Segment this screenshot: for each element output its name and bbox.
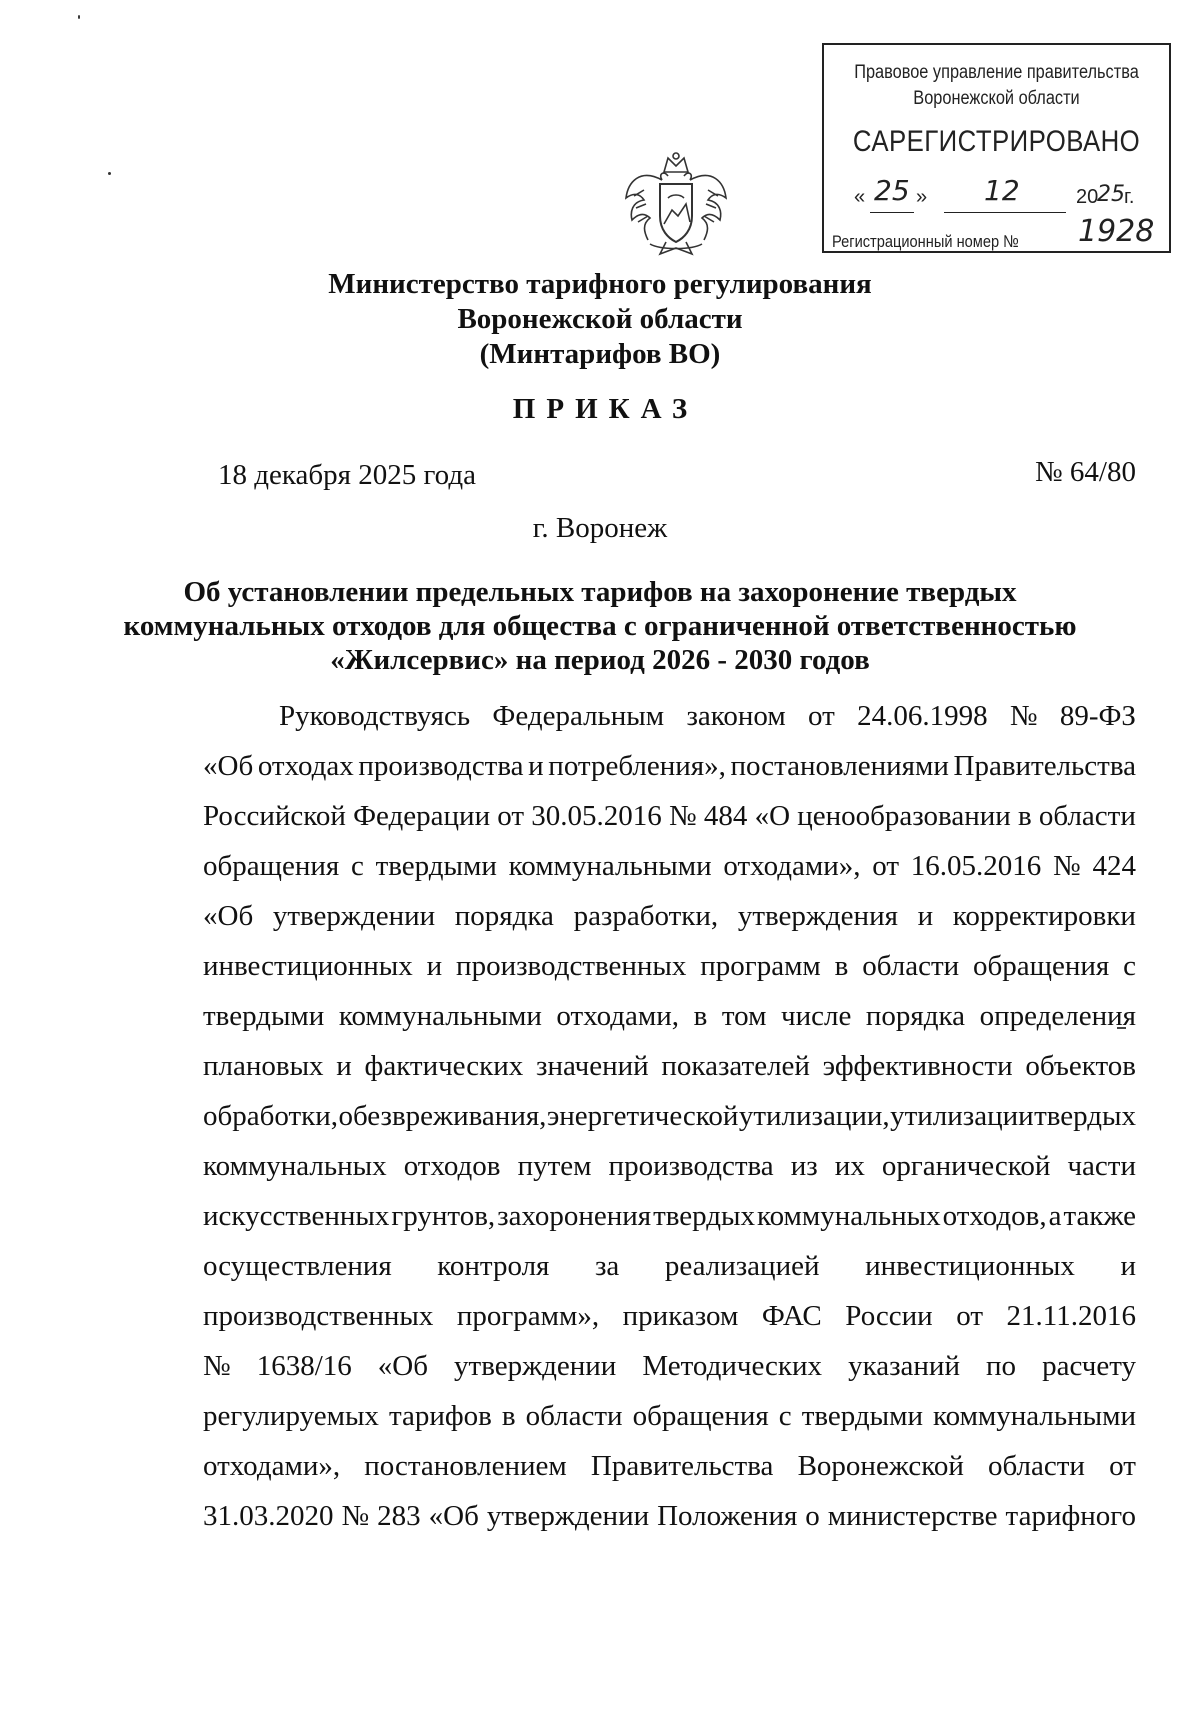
body-word: а — [1048, 1200, 1062, 1232]
body-word: области — [988, 1450, 1085, 1482]
body-line — [203, 1301, 1136, 1351]
document-body — [203, 701, 1136, 1551]
body-word: производства — [358, 750, 524, 782]
body-word: от — [497, 800, 525, 832]
body-word: ценообразовании — [797, 800, 1011, 832]
stamp-month: 12 — [984, 174, 1020, 207]
body-word: твердыми — [203, 1000, 325, 1032]
body-word: 21.11.2016 — [1006, 1300, 1136, 1332]
body-word: с — [778, 1400, 792, 1432]
body-word: эффективности — [822, 1050, 1013, 1082]
stamp-day-underline — [870, 212, 914, 213]
body-line — [203, 1351, 1136, 1401]
body-word: и — [528, 750, 544, 782]
body-word: плановых — [203, 1050, 324, 1082]
scan-speck — [78, 15, 80, 19]
stamp-year: 25 — [1097, 182, 1125, 207]
body-word: и — [336, 1050, 352, 1082]
body-word: также — [1063, 1200, 1136, 1232]
body-word: значений — [535, 1050, 649, 1082]
body-line — [203, 1001, 1136, 1051]
body-word: реализацией — [664, 1250, 820, 1282]
body-line — [203, 1251, 1136, 1301]
body-line — [203, 1451, 1136, 1501]
body-line — [203, 851, 1136, 901]
body-word: коммунальными — [338, 1000, 542, 1032]
body-word: «Об — [377, 1350, 428, 1382]
document-type: ПРИКАЗ — [512, 393, 699, 425]
body-word: за — [594, 1250, 620, 1282]
body-word: энергетической — [546, 1100, 739, 1132]
body-word: Руководствуясь — [279, 700, 471, 732]
body-word: порядка — [865, 1000, 966, 1032]
body-word: искусственных — [203, 1200, 390, 1232]
body-word: фактических — [364, 1050, 524, 1082]
body-word: законом — [686, 700, 786, 732]
body-word: о — [805, 1500, 820, 1532]
title-line: Об установлении предельных тарифов на захоронение твердых — [183, 576, 1017, 608]
body-word: твердыми — [801, 1400, 923, 1432]
body-line — [203, 1201, 1136, 1251]
body-line — [203, 701, 1136, 751]
body-word: 89-ФЗ — [1059, 700, 1136, 732]
body-word: Правительства — [590, 1450, 774, 1482]
body-word: постановлениями — [730, 750, 949, 782]
ministry-region: Воронежской области — [457, 303, 743, 335]
body-word: № — [1009, 700, 1038, 732]
body-word: утверждении — [272, 900, 436, 932]
body-word: Методических — [642, 1350, 823, 1382]
stamp-date — [854, 174, 1159, 212]
body-line — [203, 1151, 1136, 1201]
body-word: «Об — [203, 750, 254, 782]
body-line — [203, 1501, 1136, 1551]
body-word: «О — [754, 800, 791, 832]
body-word: коммунальными — [933, 1400, 1136, 1432]
body-word: и — [917, 900, 934, 932]
body-word: области — [862, 950, 960, 982]
body-word: от — [956, 1300, 984, 1332]
body-word: инвестиционных — [865, 1250, 1075, 1282]
body-word: программ», — [456, 1300, 600, 1332]
body-word: и — [1120, 1250, 1136, 1282]
body-word: с — [1123, 950, 1136, 982]
body-word: Федеральным — [492, 700, 665, 732]
body-word: коммунальных — [203, 1150, 387, 1182]
body-word: коммунальных — [756, 1200, 941, 1232]
body-line — [203, 1101, 1136, 1151]
body-word: Положения — [657, 1500, 798, 1532]
body-word: Воронежской — [797, 1450, 964, 1482]
stamp-open-quote: « — [854, 186, 866, 208]
body-word: регулируемых — [203, 1400, 379, 1432]
body-word: обращения — [973, 950, 1110, 982]
body-word: производства — [608, 1150, 774, 1182]
body-word: твердых — [1034, 1100, 1136, 1132]
body-word: путем — [517, 1150, 592, 1182]
ministry-name: Министерство тарифного регулирования — [328, 268, 872, 300]
document-city: г. Воронеж — [532, 512, 668, 544]
stamp-year-prefix: 20 — [1076, 186, 1099, 208]
body-word: утверждения — [737, 900, 898, 932]
stamp-org-line1: Правовое управление правительства — [854, 62, 1139, 83]
stamp-close-quote: » — [916, 186, 928, 208]
body-word: 30.05.2016 — [531, 800, 662, 832]
body-word: определения — [979, 1000, 1136, 1032]
body-word: грунтов, — [391, 1200, 496, 1232]
stamp-year-suffix: г. — [1124, 186, 1135, 208]
body-word: № — [669, 800, 697, 832]
body-word: осуществления — [203, 1250, 392, 1282]
stamp-reg-number-value: 1928 — [1078, 214, 1155, 249]
body-word: отходами, — [556, 1000, 680, 1032]
body-word: 16.05.2016 — [910, 850, 1042, 882]
body-word: утилизации, — [738, 1100, 890, 1132]
body-word: инвестиционных — [203, 950, 413, 982]
body-word: министерстве — [827, 1500, 998, 1532]
body-line — [203, 1051, 1136, 1101]
coat-of-arms-icon — [620, 150, 732, 262]
body-line — [203, 801, 1136, 851]
stamp-org-line2: Воронежской области — [913, 88, 1080, 109]
body-word: 31.03.2020 — [203, 1500, 334, 1532]
ministry-abbreviation: (Минтарифов ВО) — [479, 338, 721, 370]
body-word: части — [1067, 1150, 1136, 1182]
document-title — [0, 575, 1200, 677]
body-word: контроля — [437, 1250, 550, 1282]
body-word: обезвреживания, — [338, 1100, 547, 1132]
body-word: расчету — [1042, 1350, 1136, 1382]
document-date: 18 декабря 2025 года — [218, 459, 476, 491]
body-word: показателей — [661, 1050, 810, 1082]
body-word: обработки, — [203, 1100, 339, 1132]
stamp-reg-number-label: Регистрационный номер № — [832, 232, 1019, 251]
body-word: тарифов — [388, 1400, 492, 1432]
body-word: потребления», — [548, 750, 726, 782]
body-word: разработки, — [573, 900, 719, 932]
body-word: от — [808, 700, 835, 732]
body-word: приказом — [622, 1300, 739, 1332]
body-word: программ — [700, 950, 821, 982]
body-line — [203, 1401, 1136, 1451]
body-word: постановлением — [364, 1450, 567, 1482]
body-word: обращения — [203, 850, 340, 882]
body-word: отходах — [257, 750, 354, 782]
body-word: твердых — [653, 1200, 756, 1232]
body-word: утверждении — [486, 1500, 650, 1532]
body-word: № — [203, 1350, 231, 1382]
body-word: коммунальными — [508, 850, 712, 882]
stamp-registered-label: САРЕГИСТРИРОВАНО — [852, 125, 1141, 158]
body-word: отходов, — [942, 1200, 1047, 1232]
body-word: органической — [881, 1150, 1051, 1182]
body-word: № — [341, 1500, 370, 1532]
body-word: корректировки — [952, 900, 1136, 932]
body-word: с — [350, 850, 364, 882]
body-word: России — [845, 1300, 933, 1332]
body-word: Российской — [203, 800, 346, 832]
body-word: в — [693, 1000, 708, 1032]
body-word: их — [834, 1150, 865, 1182]
body-line — [203, 751, 1136, 801]
body-word: производственных — [203, 1300, 434, 1332]
document-number: № 64/80 — [1035, 456, 1136, 488]
title-line: коммунальных отходов для общества с ограниченной ответственностью — [123, 610, 1077, 642]
stamp-organization — [848, 60, 1145, 112]
body-word: Федерации — [353, 800, 491, 832]
body-word: 1638/16 — [256, 1350, 352, 1382]
stamp-reg-number-underline — [1046, 252, 1157, 253]
body-word: «Об — [203, 900, 254, 932]
body-line — [203, 951, 1136, 1001]
body-word: указаний — [848, 1350, 960, 1382]
scan-speck — [108, 172, 111, 175]
body-word: твердыми — [375, 850, 497, 882]
body-word: тарифного — [1005, 1500, 1136, 1532]
body-word: объектов — [1025, 1050, 1136, 1082]
body-word: отходами», — [723, 850, 861, 882]
body-word: по — [986, 1350, 1017, 1382]
body-word: 424 — [1092, 850, 1136, 882]
body-line — [203, 901, 1136, 951]
title-line: «Жилсервис» на период 2026 - 2030 годов — [330, 644, 870, 676]
body-word: и — [426, 950, 443, 982]
stamp-month-underline — [944, 212, 1066, 213]
body-word: числе — [781, 1000, 852, 1032]
body-word: отходами», — [203, 1450, 341, 1482]
body-word: том — [721, 1000, 767, 1032]
body-word: области — [1038, 800, 1136, 832]
body-word: утверждении — [454, 1350, 617, 1382]
body-word: Правительства — [953, 750, 1136, 782]
registration-stamp — [822, 43, 1171, 253]
stamp-day: 25 — [874, 174, 910, 207]
body-word: захоронения — [497, 1200, 652, 1232]
body-word: ФАС — [761, 1300, 822, 1332]
body-word: области — [525, 1400, 623, 1432]
body-word: порядка — [454, 900, 554, 932]
body-word: отходов — [403, 1150, 501, 1182]
body-word: утилизации — [890, 1100, 1034, 1132]
body-word: из — [790, 1150, 818, 1182]
body-word: производственных — [456, 950, 687, 982]
body-word: от — [1109, 1450, 1136, 1482]
body-word: «Об — [428, 1500, 479, 1532]
body-word: 283 — [377, 1500, 421, 1532]
body-word: обращения — [632, 1400, 769, 1432]
body-word: в — [501, 1400, 516, 1432]
body-word: № — [1053, 850, 1081, 882]
body-word: 24.06.1998 — [857, 700, 988, 732]
body-word: от — [872, 850, 900, 882]
body-word: 484 — [703, 800, 748, 832]
body-word: в — [834, 950, 849, 982]
body-word: в — [1018, 800, 1032, 832]
